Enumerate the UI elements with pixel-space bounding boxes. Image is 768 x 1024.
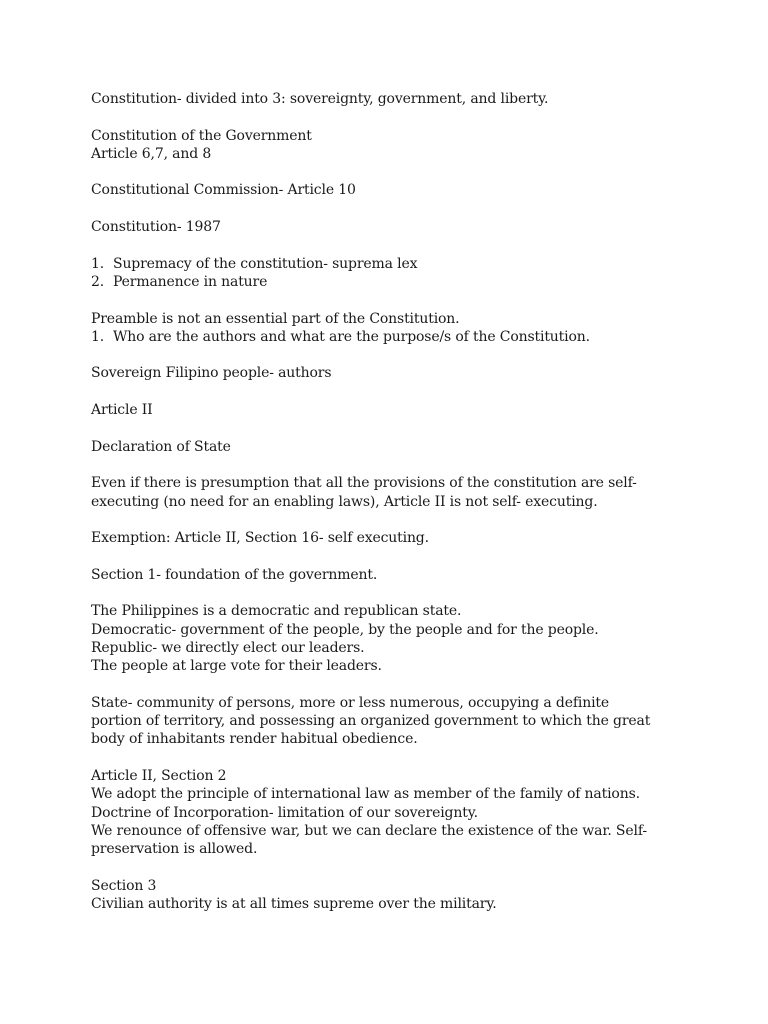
text-line: preservation is allowed. [91,841,258,858]
spacer-line [91,236,691,254]
list-item-text: Permanence in nature [113,273,268,290]
text-line: We renounce of offensive war, but we can declare the existence of the war. Self- [91,822,647,839]
text-line: body of inhabitants render habitual obedience. [91,731,418,748]
paragraph-constitutional-commission [91,181,691,199]
text-line: Constitutional Commission- Article 10 [91,182,356,199]
paragraph-state-definition [91,694,691,749]
heading-article-ii [91,401,691,419]
text-line: State- community of persons, more or less numerous, occupying a definite [91,694,610,711]
numbered-list-constitution-traits [91,255,691,292]
text-line: Article II [91,402,153,419]
list-number: 1. [91,328,105,345]
text-line: Democratic- government of the people, by the people and for the people. [91,621,599,638]
paragraph-exemption [91,529,691,547]
list-item [91,255,691,273]
text-line: Section 3 [91,877,157,894]
text-line: We adopt the principle of international law as member of the family of nations. [91,786,640,803]
text-line: portion of territory, and possessing an organized government to which the great [91,713,651,730]
list-number: 2. [91,273,105,290]
paragraph-section-1 [91,566,691,584]
heading-declaration-of-state [91,438,691,456]
text-line: Preamble is not an essential part of the Constitution. [91,310,460,327]
text-line: Article II, Section 2 [91,767,227,784]
text-line: Constitution- divided into 3: sovereignty, government, and liberty. [91,91,549,107]
paragraph-constitution-of-government [91,127,691,164]
paragraph-article-ii-section-2 [91,767,691,858]
numbered-list-preamble [91,328,691,346]
paragraph-authors [91,364,691,382]
list-item-text: Supremacy of the constitution- suprema lex [113,255,418,272]
text-line: Doctrine of Incorporation- limitation of our sovereignty. [91,804,478,821]
text-line: Section 1- foundation of the government. [91,566,378,583]
text-line: executing (no need for an enabling laws), Article II is not self- executing. [91,493,598,510]
list-number: 1. [91,255,105,272]
section-preamble [91,310,691,347]
list-item [91,273,691,291]
text-line: The Philippines is a democratic and republican state. [91,603,462,620]
text-line: Article 6,7, and 8 [91,145,212,162]
paragraph-constitution-divisions [91,90,691,108]
paragraph-democratic-republican [91,602,691,675]
section-constitution-1987 [91,218,691,291]
text-line: Civilian authority is at all times supreme over the military. [91,896,497,913]
text-line: Exemption: Article II, Section 16- self executing. [91,530,429,547]
text-line: Sovereign Filipino people- authors [91,365,332,382]
paragraph-self-executing [91,474,691,511]
document-page [91,90,691,913]
text-line: Declaration of State [91,438,231,455]
text-line: Even if there is presumption that all the provisions of the constitution are self- [91,475,637,492]
paragraph-section-3 [91,877,691,914]
list-item-text: Who are the authors and what are the purpose/s of the Constitution. [113,328,590,345]
text-line: Constitution of the Government [91,127,312,144]
text-line: The people at large vote for their leaders. [91,658,382,675]
list-item [91,328,691,346]
text-line: Republic- we directly elect our leaders. [91,639,365,656]
text-line: Constitution- 1987 [91,219,221,236]
